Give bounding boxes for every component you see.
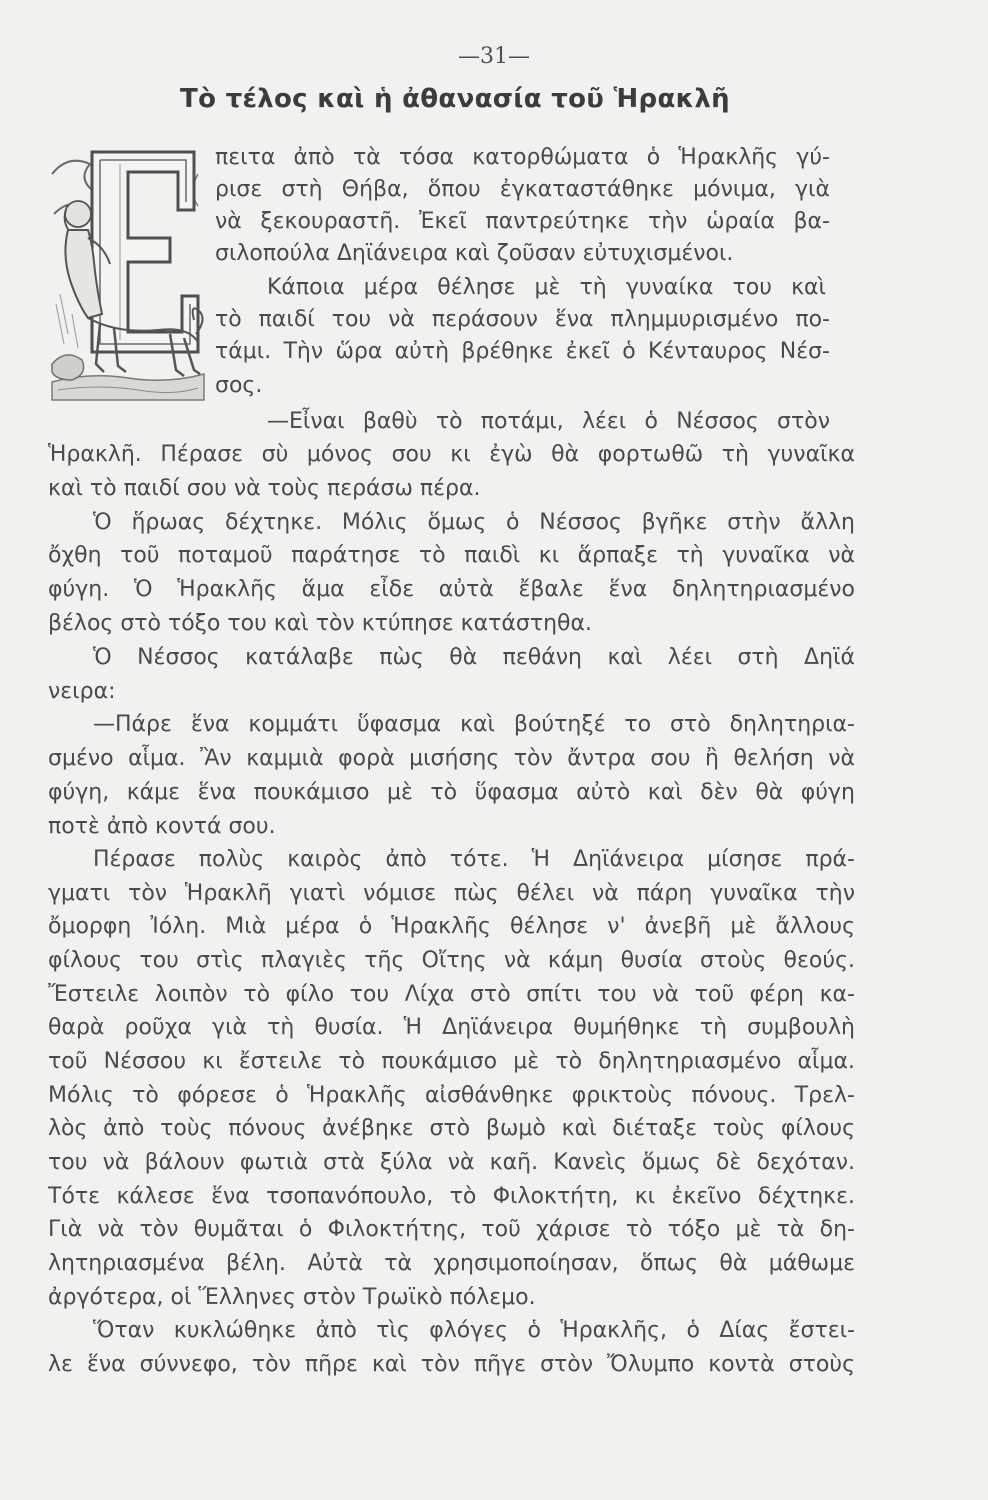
text-line: Ὁ Νέσσος κατάλαβε πὼς θὰ πεθάνη καὶ λέει στὴ Δηϊά bbox=[93, 645, 855, 670]
page-number: —31— bbox=[458, 44, 530, 69]
text-line: Κάποια μέρα θέλησε μὲ τὴ γυναίκα του καὶ bbox=[267, 275, 826, 300]
text-line: του νὰ βάλουν φωτιὰ στὰ ξύλα νὰ καῆ. Κανεὶς ὅμως δὲ δεχόταν. bbox=[48, 1150, 855, 1175]
text-line: —Εἶναι βαθὺ τὸ ποτάμι, λέει ὁ Νέσσος στὸν bbox=[267, 409, 830, 434]
text-line: ὄμορφη Ἰόλη. Μιὰ μέρα ὁ Ἡρακλῆς θέλησε ν' ἀνεβῆ μὲ ἄλλους bbox=[48, 914, 855, 939]
text-line: σιλοπούλα Δηϊάνειρα καὶ ζοῦσαν εὐτυχισμένοι. bbox=[215, 241, 734, 266]
text-line: λητηριασμένα βέλη. Αὐτὰ τὰ χρησιμοποίησαν, ὅπως θὰ μάθωμε bbox=[48, 1251, 855, 1276]
text-line: φίλους του στὶς πλαγιὲς τῆς Οἴτης νὰ κάμη θυσία στοὺς θεούς. bbox=[48, 948, 855, 973]
text-line: νὰ ξεκουραστῆ. Ἐκεῖ παντρεύτηκε τὴν ὡραία βα- bbox=[215, 209, 830, 234]
text-line: θαρὰ ροῦχα γιὰ τὴ θυσία. Ἡ Δηϊάνειρα θυμήθηκε τὴ συμβουλὴ bbox=[48, 1015, 855, 1040]
text-line: γματι τὸν Ἡρακλῆ γιατὶ νόμισε πὼς θέλει νὰ πάρη γυναῖκα τὴν bbox=[48, 881, 855, 906]
text-line: λε ἕνα σύννεφο, τὸν πῆρε καὶ τὸν πῆγε στὸν Ὄλυμπο κοντὰ στοὺς bbox=[48, 1352, 855, 1377]
text-line: σμένο αἷμα. Ἂν καμμιὰ φορὰ μισήσης τὸν ἄντρα σου ἢ θελήση νὰ bbox=[48, 746, 855, 771]
decorated-initial-letter bbox=[48, 134, 208, 402]
text-line: Μόλις τὸ φόρεσε ὁ Ἡρακλῆς αἰσθάνθηκε φρικτοὺς πόνους. Τρελ- bbox=[48, 1083, 855, 1108]
text-line: ποτὲ ἀπὸ κοντά σου. bbox=[48, 814, 276, 839]
text-line: Ἔστειλε λοιπὸν τὸ φίλο του Λίχα στὸ σπίτι του νὰ τοῦ φέρη κα- bbox=[48, 982, 855, 1007]
text-line: φύγη. Ὁ Ἡρακλῆς ἅμα εἶδε αὐτὰ ἔβαλε ἕνα δηλητηριασμένο bbox=[48, 577, 855, 602]
text-line: τὸ παιδί του νὰ περάσουν ἕνα πλημμυρισμένο πο- bbox=[215, 307, 830, 332]
text-line: τάμι. Τὴν ὥρα αὐτὴ βρέθηκε ἐκεῖ ὁ Κένταυρος Νέσ- bbox=[215, 339, 830, 364]
text-line: φύγη, κάμε ἕνα πουκάμισο μὲ τὸ ὕφασμα αὐτὸ καὶ δὲν θὰ φύγη bbox=[48, 780, 855, 805]
text-line: Ὅταν κυκλώθηκε ἀπὸ τὶς φλόγες ὁ Ἡρακλῆς, ὁ Δίας ἔστει- bbox=[93, 1318, 855, 1343]
text-line: πειτα ἀπὸ τὰ τόσα κατορθώματα ὁ Ἡρακλῆς γύ- bbox=[215, 145, 830, 170]
chapter-title: Τὸ τέλος καὶ ἡ ἀθανασία τοῦ Ἡρακλῆ bbox=[180, 84, 730, 114]
centaur-illustration bbox=[48, 134, 208, 402]
text-line: ρισε στὴ Θήβα, ὅπου ἐγκαταστάθηκε μόνιμα, γιὰ bbox=[215, 177, 830, 202]
text-line: Ἡρακλῆ. Πέρασε σὺ μόνος σου κι ἐγὼ θὰ φορτωθῶ τὴ γυναῖκα bbox=[48, 442, 855, 467]
text-line: τοῦ Νέσσου κι ἔστειλε τὸ πουκάμισο μὲ τὸ δηλητηριασμένο αἷμα. bbox=[48, 1049, 855, 1074]
text-line: —Πάρε ἕνα κομμάτι ὕφασμα καὶ βούτηξέ το στὸ δηλητηρια- bbox=[93, 712, 855, 737]
text-line: ἀργότερα, οἱ Ἕλληνες στὸν Τρωϊκὸ πόλεμο. bbox=[48, 1285, 536, 1310]
text-line: νειρα: bbox=[48, 679, 116, 704]
text-line: βέλος στὸ τόξο του καὶ τὸν κτύπησε κατάστηθα. bbox=[48, 611, 592, 636]
text-line: καὶ τὸ παιδί σου νὰ τοὺς περάσω πέρα. bbox=[48, 476, 481, 501]
text-line: Ὁ ἥρωας δέχτηκε. Μόλις ὅμως ὁ Νέσσος βγῆκε στὴν ἄλλη bbox=[93, 510, 855, 535]
text-line: λὸς ἀπὸ τοὺς πόνους ἀνέβηκε στὸ βωμὸ καὶ διέταξε τοὺς φίλους bbox=[48, 1116, 855, 1141]
text-line: σος. bbox=[215, 373, 263, 398]
text-line: Τότε κάλεσε ἕνα τσοπανόπουλο, τὸ Φιλοκτήτη, κι ἐκεῖνο δέχτηκε. bbox=[48, 1184, 855, 1209]
text-line: Γιὰ νὰ τὸν θυμᾶται ὁ Φιλοκτήτης, τοῦ χάρισε τὸ τόξο μὲ τὰ δη- bbox=[48, 1217, 855, 1242]
text-line: Πέρασε πολὺς καιρὸς ἀπὸ τότε. Ἡ Δηϊάνειρα μίσησε πρά- bbox=[93, 847, 855, 872]
text-line: ὄχθη τοῦ ποταμοῦ παράτησε τὸ παιδὶ κι ἅρπαξε τὴ γυναῖκα νὰ bbox=[48, 543, 855, 568]
